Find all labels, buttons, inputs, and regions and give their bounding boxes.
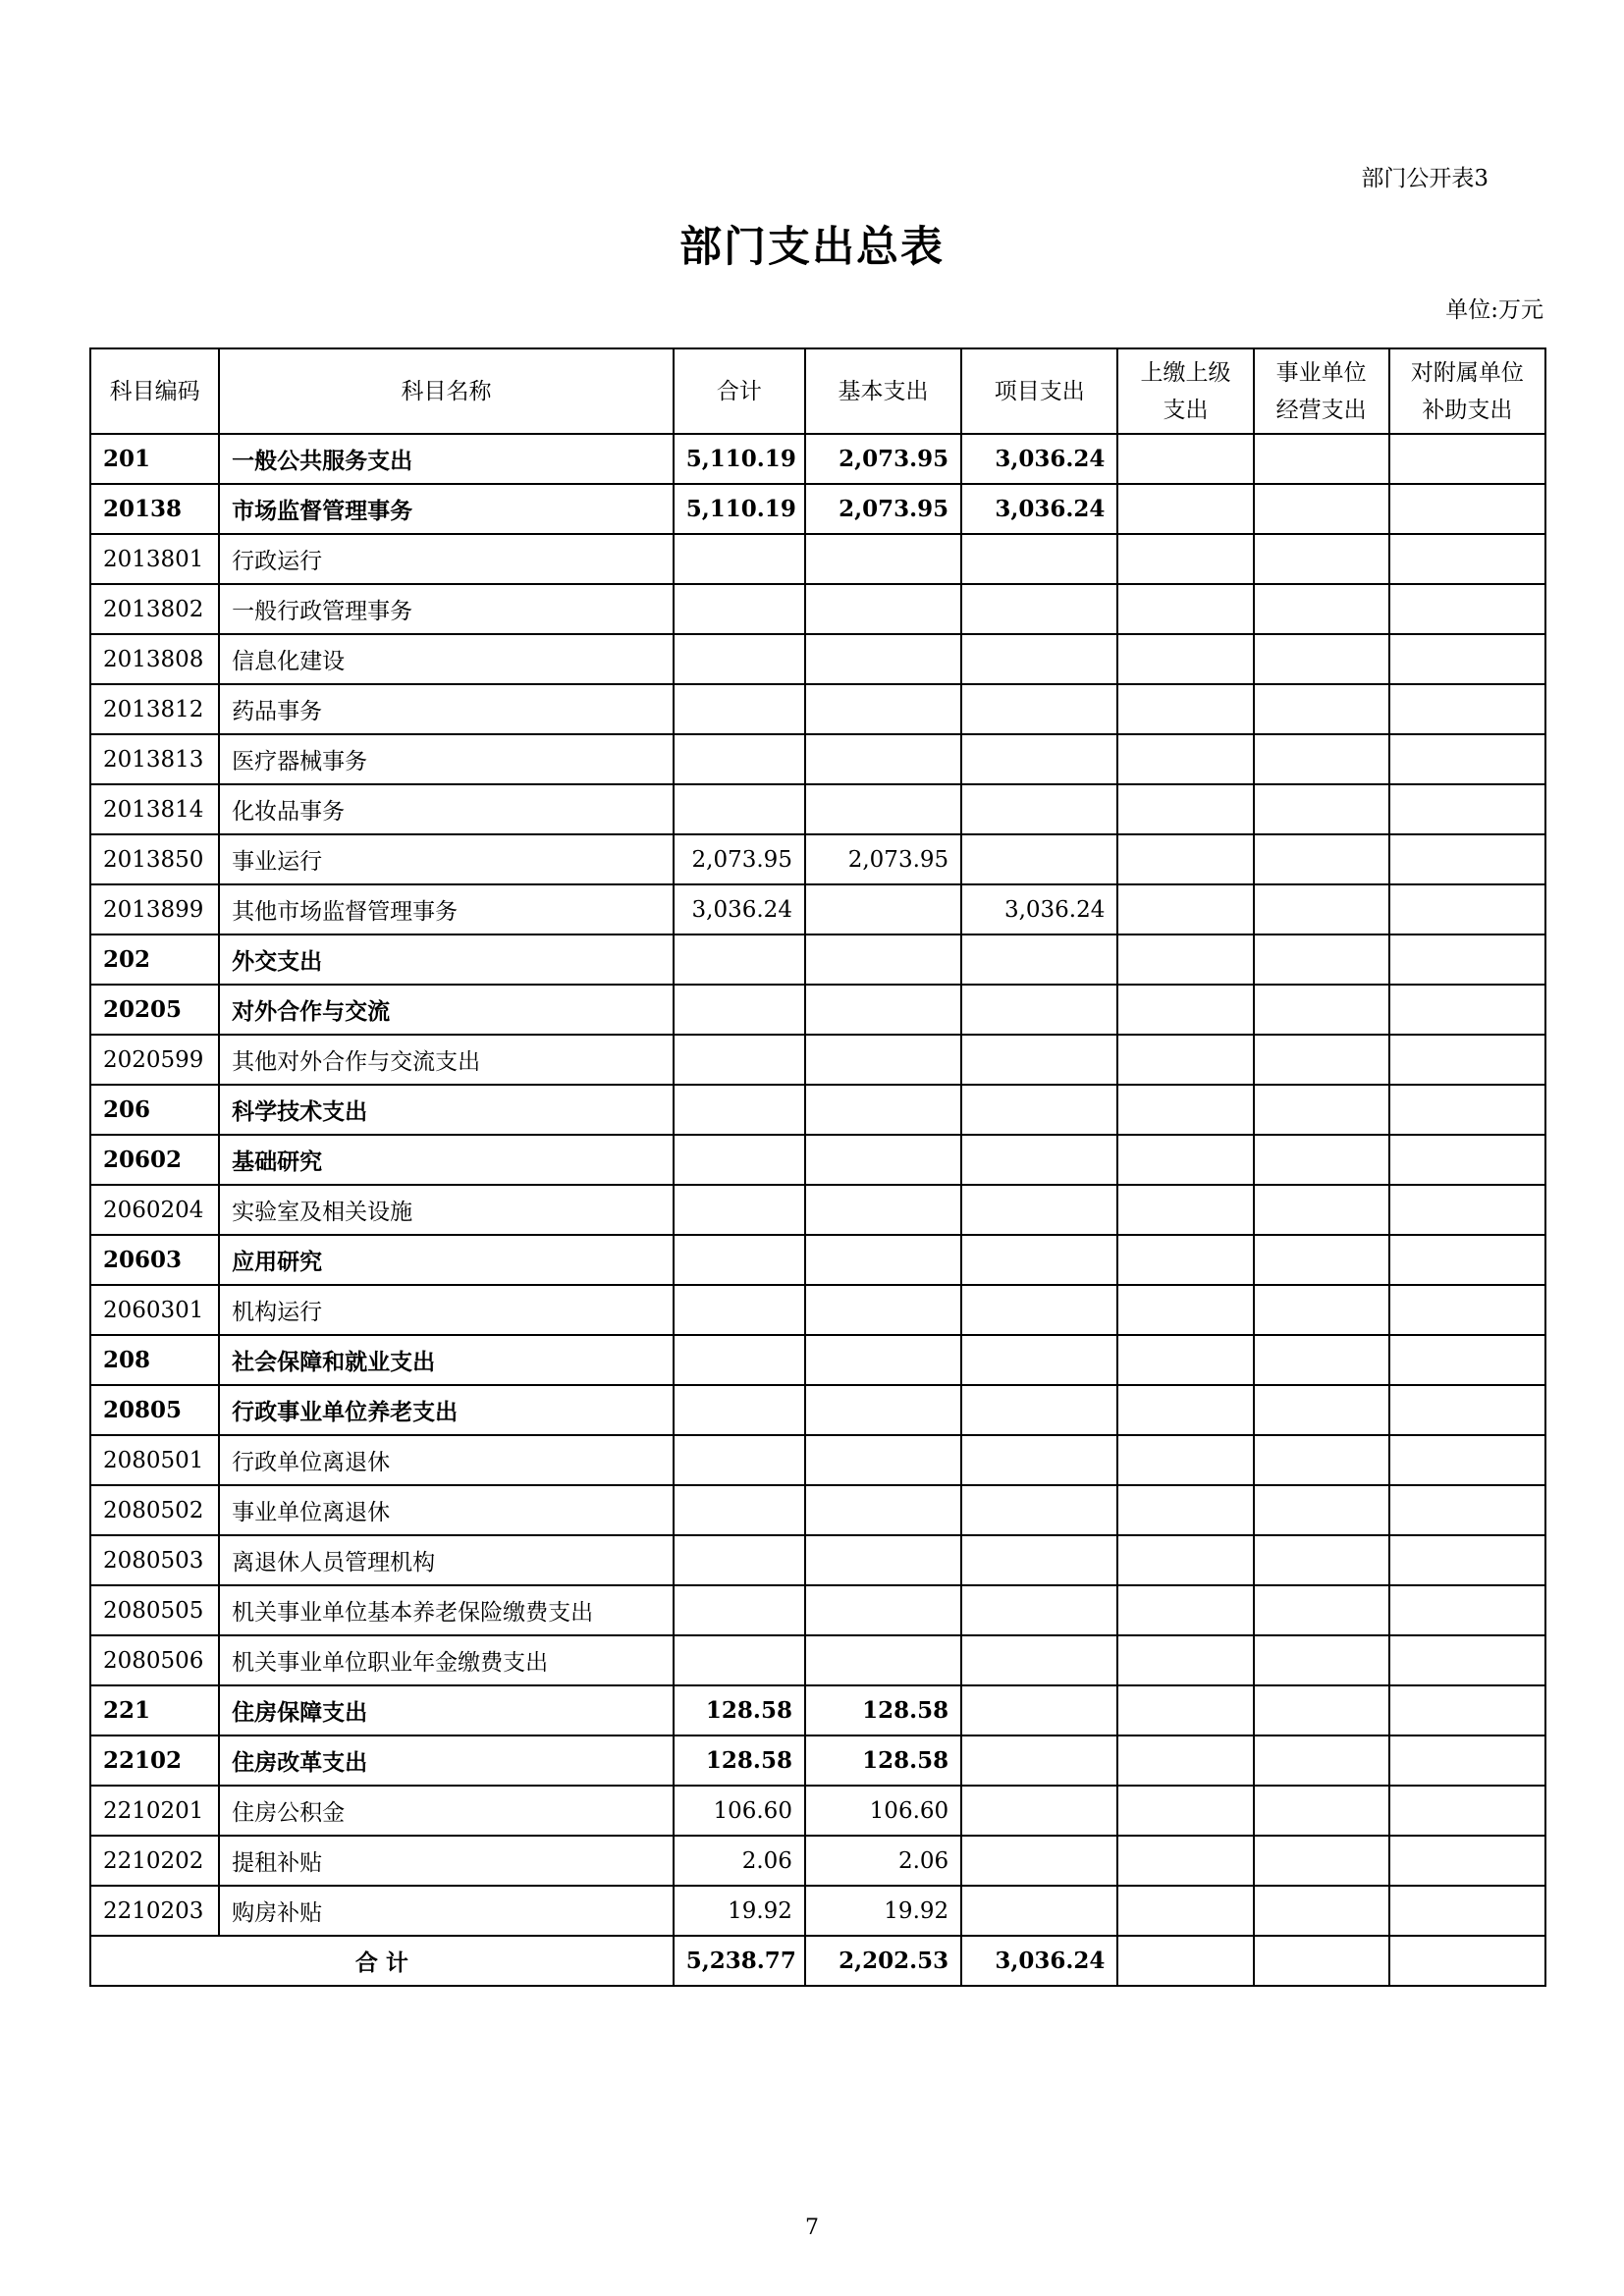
cell-business xyxy=(1254,1786,1389,1836)
cell-total xyxy=(674,1185,805,1235)
header-subsidy-line2: 补助支出 xyxy=(1422,397,1513,423)
cell-basic xyxy=(805,1185,961,1235)
cell-business xyxy=(1254,1685,1389,1735)
cell-subsidy xyxy=(1389,1085,1545,1135)
table-row xyxy=(90,834,1545,884)
cell-total xyxy=(674,1035,805,1085)
cell-upper xyxy=(1117,534,1253,584)
cell-business xyxy=(1254,484,1389,534)
cell-total xyxy=(674,1535,805,1585)
cell-subsidy xyxy=(1389,1635,1545,1685)
cell-upper xyxy=(1117,1786,1253,1836)
cell-business xyxy=(1254,985,1389,1035)
cell-upper xyxy=(1117,684,1253,734)
cell-upper xyxy=(1117,434,1253,484)
cell-total: 2,073.95 xyxy=(674,834,805,884)
table-row xyxy=(90,484,1545,534)
cell-code: 208 xyxy=(90,1335,219,1385)
table-row xyxy=(90,634,1545,684)
cell-subsidy xyxy=(1389,784,1545,834)
cell-subsidy xyxy=(1389,734,1545,784)
table-row xyxy=(90,1836,1545,1886)
cell-total xyxy=(674,684,805,734)
table-row xyxy=(90,1085,1545,1135)
cell-upper xyxy=(1117,1185,1253,1235)
cell-subsidy xyxy=(1389,484,1545,534)
cell-total xyxy=(674,734,805,784)
cell-upper xyxy=(1117,985,1253,1035)
cell-name: 事业运行 xyxy=(219,834,674,884)
cell-project xyxy=(961,985,1117,1035)
cell-basic xyxy=(805,684,961,734)
table-row xyxy=(90,1035,1545,1085)
cell-code: 221 xyxy=(90,1685,219,1735)
cell-code: 2080501 xyxy=(90,1435,219,1485)
cell-code: 20205 xyxy=(90,985,219,1035)
table-row xyxy=(90,934,1545,985)
header-row xyxy=(90,348,1545,434)
cell-project xyxy=(961,634,1117,684)
cell-business xyxy=(1254,1585,1389,1635)
cell-upper xyxy=(1117,734,1253,784)
cell-basic xyxy=(805,1535,961,1585)
cell-basic xyxy=(805,734,961,784)
page-title: 部门支出总表 xyxy=(679,223,945,272)
cell-subsidy xyxy=(1389,1585,1545,1635)
cell-project xyxy=(961,1735,1117,1786)
cell-business xyxy=(1254,684,1389,734)
cell-total: 128.58 xyxy=(674,1685,805,1735)
cell-name: 实验室及相关设施 xyxy=(219,1185,674,1235)
cell-code: 201 xyxy=(90,434,219,484)
cell-subsidy xyxy=(1389,1135,1545,1185)
cell-upper xyxy=(1117,1135,1253,1185)
table-row xyxy=(90,1635,1545,1685)
cell-code: 20805 xyxy=(90,1385,219,1435)
cell-total xyxy=(674,1485,805,1535)
cell-total: 5,110.19 xyxy=(674,484,805,534)
cell-subsidy xyxy=(1389,1786,1545,1836)
cell-upper xyxy=(1117,1485,1253,1535)
cell-basic xyxy=(805,985,961,1035)
cell-name: 提租补贴 xyxy=(219,1836,674,1886)
cell-name: 一般公共服务支出 xyxy=(219,434,674,484)
table-row xyxy=(90,784,1545,834)
cell-basic: 128.58 xyxy=(805,1735,961,1786)
cell-subsidy xyxy=(1389,1685,1545,1735)
cell-project xyxy=(961,1185,1117,1235)
cell-project xyxy=(961,1085,1117,1135)
cell-basic: 2,073.95 xyxy=(805,834,961,884)
cell-business xyxy=(1254,1285,1389,1335)
cell-code: 2013813 xyxy=(90,734,219,784)
cell-upper xyxy=(1117,1435,1253,1485)
cell-project xyxy=(961,1635,1117,1685)
cell-total xyxy=(674,1135,805,1185)
table-row xyxy=(90,1485,1545,1535)
cell-code: 20138 xyxy=(90,484,219,534)
cell-business xyxy=(1254,734,1389,784)
cell-upper xyxy=(1117,934,1253,985)
cell-subsidy xyxy=(1389,434,1545,484)
table-row xyxy=(90,1786,1545,1836)
cell-name: 其他市场监督管理事务 xyxy=(219,884,674,934)
cell-code: 2080506 xyxy=(90,1635,219,1685)
cell-name: 一般行政管理事务 xyxy=(219,584,674,634)
cell-subsidy xyxy=(1389,1836,1545,1886)
cell-project xyxy=(961,1786,1117,1836)
expenditure-table xyxy=(89,347,1546,1987)
header-upper xyxy=(1117,348,1253,434)
cell-code: 2210201 xyxy=(90,1786,219,1836)
cell-name: 机构运行 xyxy=(219,1285,674,1335)
cell-upper xyxy=(1117,1685,1253,1735)
cell-business xyxy=(1254,634,1389,684)
cell-code: 20602 xyxy=(90,1135,219,1185)
cell-basic xyxy=(805,1435,961,1485)
cell-name: 其他对外合作与交流支出 xyxy=(219,1035,674,1085)
cell-basic xyxy=(805,784,961,834)
cell-subsidy xyxy=(1389,1235,1545,1285)
cell-basic xyxy=(805,1135,961,1185)
cell-project xyxy=(961,534,1117,584)
table-row xyxy=(90,1735,1545,1786)
cell-upper xyxy=(1117,1035,1253,1085)
cell-project xyxy=(961,1535,1117,1585)
header-upper-line1: 上缴上级 xyxy=(1140,359,1231,386)
cell-code: 2020599 xyxy=(90,1035,219,1085)
cell-project xyxy=(961,1585,1117,1635)
cell-basic xyxy=(805,534,961,584)
cell-total: 19.92 xyxy=(674,1886,805,1936)
cell-subsidy xyxy=(1389,684,1545,734)
header-code: 科目编码 xyxy=(90,348,219,434)
cell-subsidy xyxy=(1389,1435,1545,1485)
cell-upper xyxy=(1117,1085,1253,1135)
cell-business xyxy=(1254,434,1389,484)
cell-upper xyxy=(1117,1535,1253,1585)
cell-basic xyxy=(805,584,961,634)
table-row xyxy=(90,1135,1545,1185)
cell-code: 22102 xyxy=(90,1735,219,1786)
cell-upper xyxy=(1117,1285,1253,1335)
cell-project xyxy=(961,784,1117,834)
cell-name: 信息化建设 xyxy=(219,634,674,684)
cell-upper xyxy=(1117,584,1253,634)
cell-business xyxy=(1254,1635,1389,1685)
cell-upper xyxy=(1117,884,1253,934)
cell-name: 对外合作与交流 xyxy=(219,985,674,1035)
cell-project: 3,036.24 xyxy=(961,884,1117,934)
cell-project xyxy=(961,1285,1117,1335)
cell-total: 5,110.19 xyxy=(674,434,805,484)
cell-business xyxy=(1254,1735,1389,1786)
cell-name: 事业单位离退休 xyxy=(219,1485,674,1535)
cell-upper xyxy=(1117,1235,1253,1285)
cell-total: 106.60 xyxy=(674,1786,805,1836)
total-business xyxy=(1254,1936,1389,1986)
cell-basic xyxy=(805,934,961,985)
header-business-line1: 事业单位 xyxy=(1275,359,1367,386)
cell-subsidy xyxy=(1389,934,1545,985)
cell-name: 社会保障和就业支出 xyxy=(219,1335,674,1385)
cell-business xyxy=(1254,1085,1389,1135)
table-row xyxy=(90,584,1545,634)
cell-name: 行政事业单位养老支出 xyxy=(219,1385,674,1435)
table-row xyxy=(90,1235,1545,1285)
cell-subsidy xyxy=(1389,884,1545,934)
total-label: 合 计 xyxy=(90,1936,674,1986)
table-row xyxy=(90,534,1545,584)
cell-project xyxy=(961,1836,1117,1886)
header-project: 项目支出 xyxy=(961,348,1117,434)
cell-business xyxy=(1254,1185,1389,1235)
cell-business xyxy=(1254,834,1389,884)
cell-subsidy xyxy=(1389,1886,1545,1936)
cell-upper xyxy=(1117,1385,1253,1435)
cell-total: 2.06 xyxy=(674,1836,805,1886)
cell-business xyxy=(1254,784,1389,834)
cell-code: 2013850 xyxy=(90,834,219,884)
cell-business xyxy=(1254,1385,1389,1435)
cell-project: 3,036.24 xyxy=(961,434,1117,484)
cell-business xyxy=(1254,934,1389,985)
cell-name: 行政运行 xyxy=(219,534,674,584)
cell-total xyxy=(674,1085,805,1135)
cell-project xyxy=(961,684,1117,734)
cell-project xyxy=(961,1485,1117,1535)
cell-basic xyxy=(805,634,961,684)
cell-business xyxy=(1254,1335,1389,1385)
cell-upper xyxy=(1117,1635,1253,1685)
cell-upper xyxy=(1117,484,1253,534)
cell-code: 202 xyxy=(90,934,219,985)
header-subsidy xyxy=(1389,348,1545,434)
cell-project xyxy=(961,1385,1117,1435)
cell-project xyxy=(961,1335,1117,1385)
cell-basic xyxy=(805,1635,961,1685)
cell-total xyxy=(674,1235,805,1285)
cell-name: 住房公积金 xyxy=(219,1786,674,1836)
cell-subsidy xyxy=(1389,584,1545,634)
cell-name: 离退休人员管理机构 xyxy=(219,1535,674,1585)
cell-name: 住房改革支出 xyxy=(219,1735,674,1786)
cell-project xyxy=(961,584,1117,634)
cell-business xyxy=(1254,1535,1389,1585)
cell-subsidy xyxy=(1389,834,1545,884)
cell-subsidy xyxy=(1389,534,1545,584)
cell-basic xyxy=(805,1385,961,1435)
cell-basic: 128.58 xyxy=(805,1685,961,1735)
cell-basic: 2.06 xyxy=(805,1836,961,1886)
cell-basic xyxy=(805,1235,961,1285)
cell-code: 2013812 xyxy=(90,684,219,734)
cell-code: 2060204 xyxy=(90,1185,219,1235)
cell-upper xyxy=(1117,1735,1253,1786)
cell-code: 2080502 xyxy=(90,1485,219,1535)
header-upper-line2: 支出 xyxy=(1163,397,1209,423)
cell-total xyxy=(674,985,805,1035)
cell-code: 2013808 xyxy=(90,634,219,684)
cell-code: 2013802 xyxy=(90,584,219,634)
header-business xyxy=(1254,348,1389,434)
cell-business xyxy=(1254,1886,1389,1936)
table-row xyxy=(90,1285,1545,1335)
cell-name: 医疗器械事务 xyxy=(219,734,674,784)
cell-total xyxy=(674,1585,805,1635)
cell-total xyxy=(674,934,805,985)
cell-total xyxy=(674,1435,805,1485)
table-row xyxy=(90,734,1545,784)
cell-basic xyxy=(805,1585,961,1635)
cell-name: 科学技术支出 xyxy=(219,1085,674,1135)
cell-subsidy xyxy=(1389,1185,1545,1235)
document-tag: 部门公开表3 xyxy=(1361,166,1489,191)
table-row xyxy=(90,1886,1545,1936)
cell-project xyxy=(961,1886,1117,1936)
cell-code: 2210202 xyxy=(90,1836,219,1886)
cell-upper xyxy=(1117,1836,1253,1886)
cell-project xyxy=(961,934,1117,985)
cell-project xyxy=(961,834,1117,884)
cell-business xyxy=(1254,1836,1389,1886)
cell-upper xyxy=(1117,1335,1253,1385)
cell-total: 128.58 xyxy=(674,1735,805,1786)
cell-code: 206 xyxy=(90,1085,219,1135)
cell-basic xyxy=(805,1485,961,1535)
cell-basic: 2,073.95 xyxy=(805,484,961,534)
cell-subsidy xyxy=(1389,1335,1545,1385)
cell-total xyxy=(674,634,805,684)
cell-subsidy xyxy=(1389,1735,1545,1786)
table-row xyxy=(90,1335,1545,1385)
cell-name: 化妆品事务 xyxy=(219,784,674,834)
cell-business xyxy=(1254,1235,1389,1285)
cell-subsidy xyxy=(1389,1485,1545,1535)
total-row xyxy=(90,1936,1545,1986)
cell-name: 机关事业单位职业年金缴费支出 xyxy=(219,1635,674,1685)
cell-project: 3,036.24 xyxy=(961,484,1117,534)
cell-code: 2080505 xyxy=(90,1585,219,1635)
table-body xyxy=(90,434,1545,1936)
cell-basic xyxy=(805,1035,961,1085)
cell-basic xyxy=(805,1335,961,1385)
cell-basic xyxy=(805,1085,961,1135)
table-row xyxy=(90,1585,1545,1635)
cell-business xyxy=(1254,1135,1389,1185)
table-row xyxy=(90,985,1545,1035)
cell-name: 行政单位离退休 xyxy=(219,1435,674,1485)
cell-project xyxy=(961,1235,1117,1285)
table-row xyxy=(90,434,1545,484)
cell-project xyxy=(961,734,1117,784)
table-row xyxy=(90,1385,1545,1435)
header-business-line2: 经营支出 xyxy=(1275,397,1367,423)
cell-business xyxy=(1254,534,1389,584)
cell-project xyxy=(961,1685,1117,1735)
cell-total xyxy=(674,1385,805,1435)
cell-name: 外交支出 xyxy=(219,934,674,985)
cell-project xyxy=(961,1435,1117,1485)
table-row xyxy=(90,684,1545,734)
cell-business xyxy=(1254,584,1389,634)
cell-name: 购房补贴 xyxy=(219,1886,674,1936)
cell-code: 2013801 xyxy=(90,534,219,584)
cell-code: 2013814 xyxy=(90,784,219,834)
cell-name: 机关事业单位基本养老保险缴费支出 xyxy=(219,1585,674,1635)
total-project: 3,036.24 xyxy=(961,1936,1117,1986)
cell-subsidy xyxy=(1389,1035,1545,1085)
cell-upper xyxy=(1117,834,1253,884)
total-upper xyxy=(1117,1936,1253,1986)
cell-upper xyxy=(1117,784,1253,834)
cell-code: 2060301 xyxy=(90,1285,219,1335)
header-total: 合计 xyxy=(674,348,805,434)
cell-project xyxy=(961,1135,1117,1185)
cell-subsidy xyxy=(1389,1285,1545,1335)
cell-basic: 106.60 xyxy=(805,1786,961,1836)
cell-code: 2210203 xyxy=(90,1886,219,1936)
cell-total xyxy=(674,584,805,634)
cell-total xyxy=(674,1335,805,1385)
table-row xyxy=(90,1435,1545,1485)
cell-total xyxy=(674,784,805,834)
cell-basic xyxy=(805,884,961,934)
table-row xyxy=(90,1685,1545,1735)
cell-subsidy xyxy=(1389,1535,1545,1585)
cell-upper xyxy=(1117,634,1253,684)
cell-name: 市场监督管理事务 xyxy=(219,484,674,534)
cell-name: 应用研究 xyxy=(219,1235,674,1285)
total-total: 5,238.77 xyxy=(674,1936,805,1986)
unit-label: 单位:万元 xyxy=(1445,297,1543,323)
cell-business xyxy=(1254,1435,1389,1485)
cell-total xyxy=(674,534,805,584)
cell-total: 3,036.24 xyxy=(674,884,805,934)
cell-total xyxy=(674,1285,805,1335)
header-subsidy-line1: 对附属单位 xyxy=(1410,359,1524,386)
page-number: 7 xyxy=(805,2216,819,2240)
cell-subsidy xyxy=(1389,985,1545,1035)
table-row xyxy=(90,1185,1545,1235)
cell-name: 基础研究 xyxy=(219,1135,674,1185)
cell-basic: 2,073.95 xyxy=(805,434,961,484)
header-name: 科目名称 xyxy=(219,348,674,434)
table-row xyxy=(90,1535,1545,1585)
cell-upper xyxy=(1117,1886,1253,1936)
cell-business xyxy=(1254,884,1389,934)
cell-basic: 19.92 xyxy=(805,1886,961,1936)
cell-total xyxy=(674,1635,805,1685)
cell-business xyxy=(1254,1485,1389,1535)
cell-project xyxy=(961,1035,1117,1085)
cell-code: 2080503 xyxy=(90,1535,219,1585)
cell-subsidy xyxy=(1389,1385,1545,1435)
cell-upper xyxy=(1117,1585,1253,1635)
cell-business xyxy=(1254,1035,1389,1085)
cell-code: 2013899 xyxy=(90,884,219,934)
total-subsidy xyxy=(1389,1936,1545,1986)
cell-basic xyxy=(805,1285,961,1335)
total-basic: 2,202.53 xyxy=(805,1936,961,1986)
cell-code: 20603 xyxy=(90,1235,219,1285)
cell-name: 住房保障支出 xyxy=(219,1685,674,1735)
cell-subsidy xyxy=(1389,634,1545,684)
header-basic: 基本支出 xyxy=(805,348,961,434)
table-row xyxy=(90,884,1545,934)
cell-name: 药品事务 xyxy=(219,684,674,734)
